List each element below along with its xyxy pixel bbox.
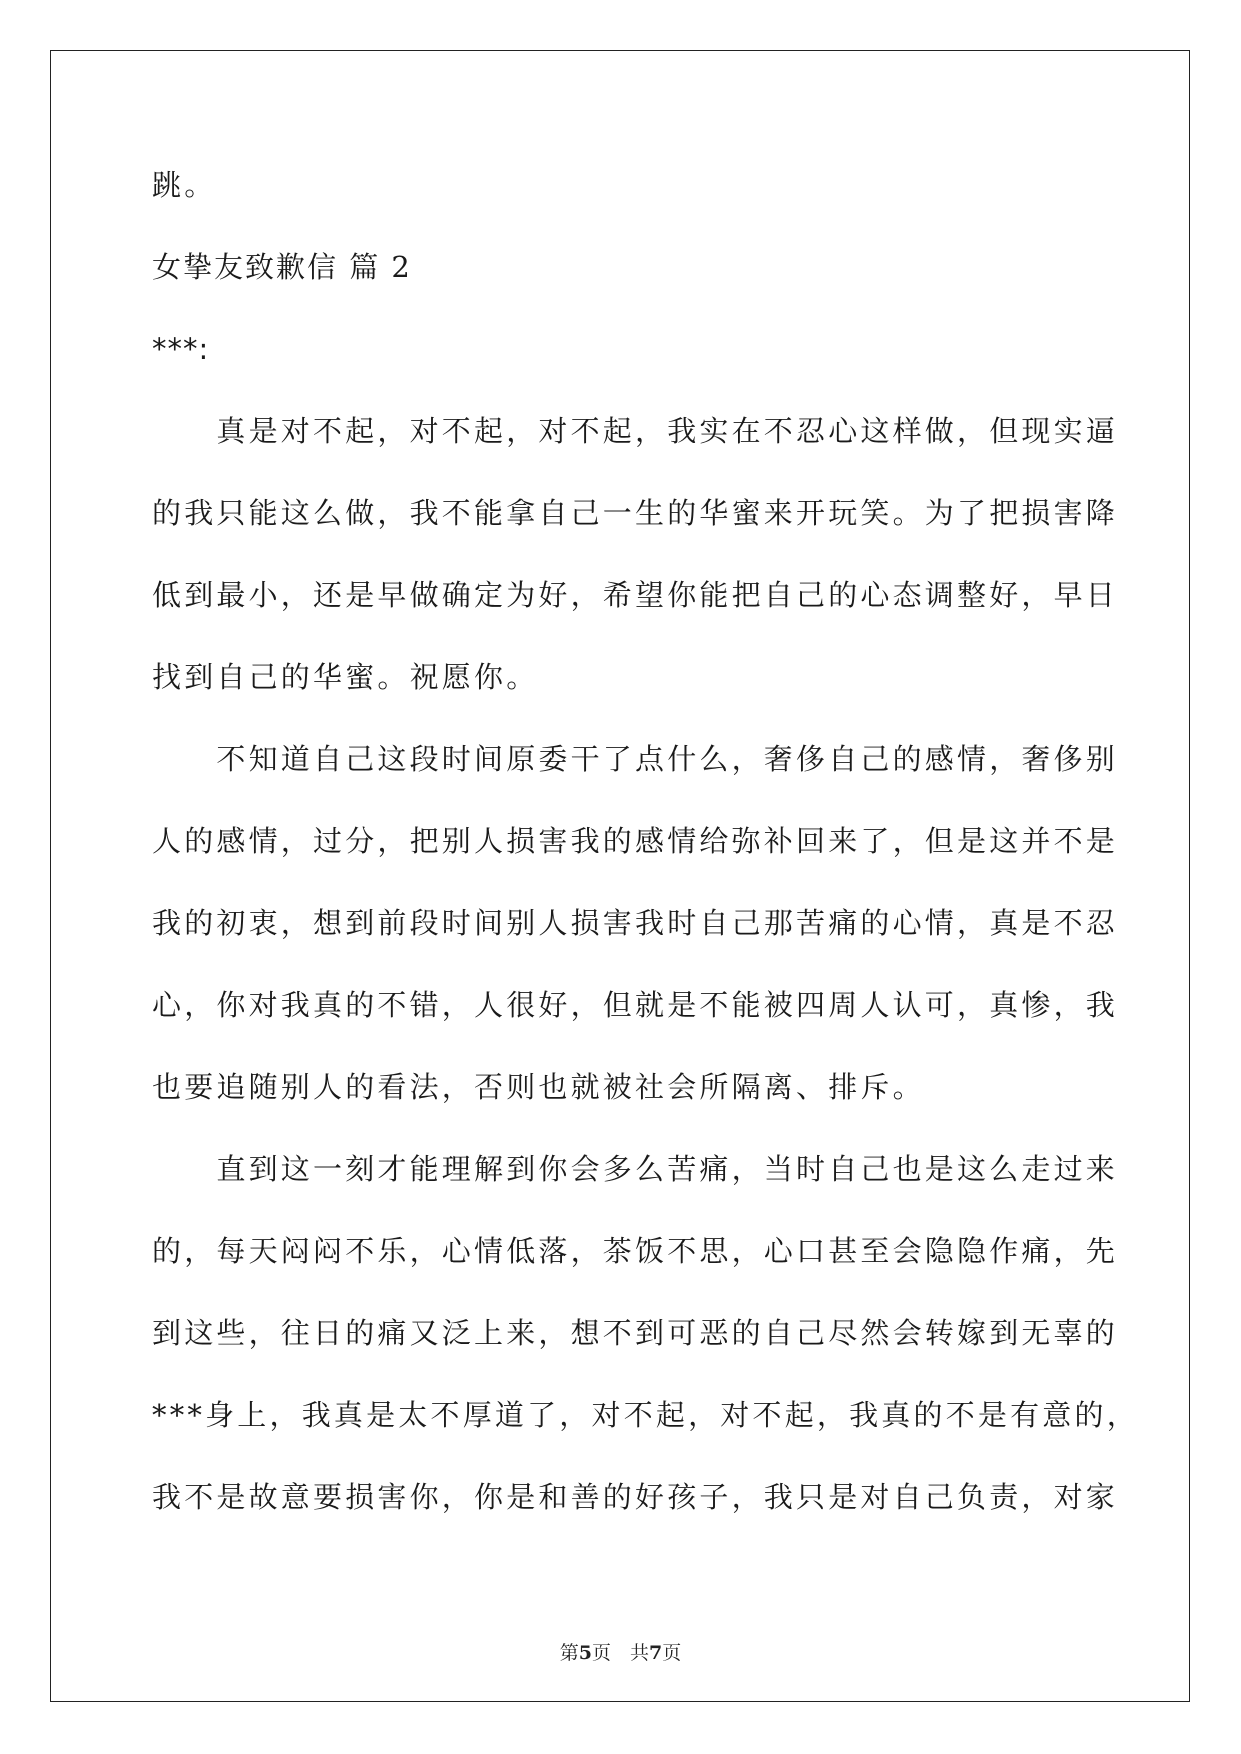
- section-heading: 女挚友致歉信 篇 2: [152, 250, 412, 284]
- footer-mid: 页 共: [591, 1642, 649, 1664]
- text-line: 我的初衷，想到前段时间别人损害我时自己那苦痛的心情，真是不忍: [152, 906, 1119, 940]
- current-page-number: 5: [578, 1642, 592, 1664]
- text-line: 跳。: [152, 168, 217, 202]
- text-line: 心，你对我真的不错，人很好，但就是不能被四周人认可，真惨，我: [152, 988, 1119, 1022]
- footer-suffix: 页: [662, 1642, 682, 1664]
- page-footer: [0, 1638, 1241, 1665]
- text-line: 也要追随别人的看法，否则也就被社会所隔离、排斥。: [152, 1070, 925, 1104]
- text-line: 找到自己的华蜜。祝愿你。: [152, 660, 539, 694]
- text-line: 的我只能这么做，我不能拿自己一生的华蜜来开玩笑。为了把损害降: [152, 496, 1119, 530]
- text-line: 人的感情，过分，把别人损害我的感情给弥补回来了，但是这并不是: [152, 824, 1119, 858]
- text-line: 我不是故意要损害你，你是和善的好孩子，我只是对自己负责，对家: [152, 1480, 1119, 1514]
- text-line: 低到最小，还是早做确定为好，希望你能把自己的心态调整好，早日: [152, 578, 1119, 612]
- text-line: 不知道自己这段时间原委干了点什么，奢侈自己的感情，奢侈别: [152, 742, 1119, 776]
- document-body: [152, 160, 1139, 1554]
- text-line: 到这些，往日的痛又泛上来，想不到可恶的自己尽然会转嫁到无辜的: [152, 1316, 1119, 1350]
- total-page-count: 7: [649, 1642, 663, 1664]
- text-line: 直到这一刻才能理解到你会多么苦痛，当时自己也是这么走过来: [152, 1152, 1119, 1186]
- text-line: 的，每天闷闷不乐，心情低落，茶饭不思，心口甚至会隐隐作痛，先: [152, 1234, 1119, 1268]
- salutation: ***:: [152, 332, 210, 366]
- text-line: 真是对不起，对不起，对不起，我实在不忍心这样做，但现实逼: [152, 414, 1119, 448]
- footer-prefix: 第: [559, 1642, 579, 1664]
- text-line: ***身上，我真是太不厚道了，对不起，对不起，我真的不是有意的，: [152, 1398, 1139, 1432]
